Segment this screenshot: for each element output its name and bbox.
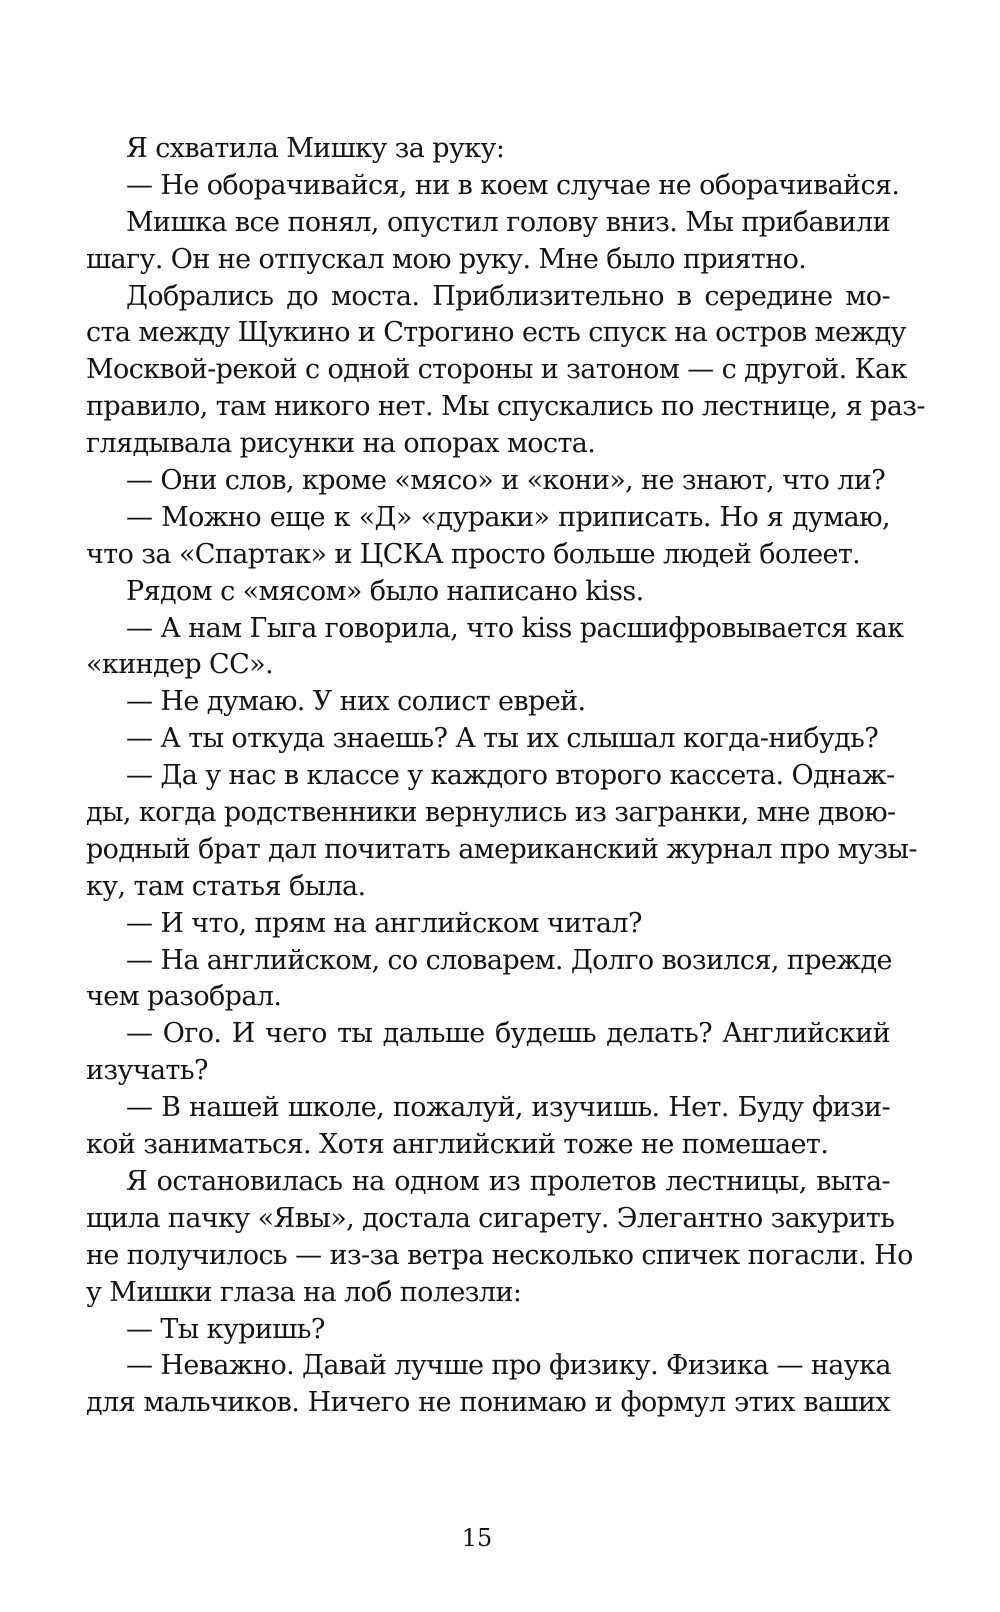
text-line: для мальчиков. Ничего не понимаю и формул этих ваших: [86, 1387, 890, 1419]
text-line: чем разобрал.: [86, 981, 282, 1013]
text-line: у Мишки глаза на лоб полезли:: [86, 1276, 522, 1308]
text-line: Мишка все понял, опустил голову вниз. Мы прибавили: [126, 206, 890, 238]
text-line: — Можно еще к «Д» «дураки» приписать. Но я думаю,: [126, 501, 890, 533]
text-line: ды, когда родственники вернулись из загранки, мне двою-: [86, 797, 896, 829]
text-line: родный брат дал почитать американский журнал про музы-: [86, 833, 917, 865]
text-line: Я остановилась на одном из пролетов лестницы, выта-: [126, 1165, 890, 1197]
text-line: «киндер СС».: [86, 649, 274, 681]
text-line: — И что, прям на английском читал?: [126, 907, 642, 939]
text-line: ку, там статья была.: [86, 870, 366, 902]
text-line: — Неважно. Давай лучше про физику. Физика — наука: [126, 1350, 891, 1382]
text-line: шагу. Он не отпускал мою руку. Мне было приятно.: [86, 243, 807, 275]
text-line: — Не оборачивайся, ни в коем случае не оборачивайся.: [126, 169, 900, 201]
text-line: изучать?: [86, 1055, 208, 1087]
text-line: что за «Спартак» и ЦСКА просто больше людей болеет.: [86, 538, 861, 570]
text-line: Я схватила Мишку за руку:: [126, 133, 505, 164]
text-line: правило, там никого нет. Мы спускались по лестнице, я раз-: [86, 391, 925, 423]
text-line: — Ты куришь?: [126, 1313, 325, 1345]
text-line: — А ты откуда знаешь? А ты их слышал когда-нибудь?: [126, 723, 879, 755]
text-line: кой заниматься. Хотя английский тоже не помешает.: [86, 1129, 829, 1161]
text-line: — Да у нас в классе у каждого второго кассета. Однаж-: [126, 760, 895, 792]
text-line: — Не думаю. У них солист еврей.: [126, 686, 586, 718]
text-line: не получилось — из-за ветра несколько спичек погасли. Но: [86, 1239, 913, 1271]
text-line: щила пачку «Явы», достала сигарету. Элегантно закурить: [86, 1202, 895, 1234]
text-line: — А нам Гыга говорила, что kiss расшифровывается как: [126, 612, 904, 644]
text-line: глядывала рисунки на опорах моста.: [86, 428, 596, 460]
text-line: — Они слов, кроме «мясо» и «кони», не знают, что ли?: [126, 465, 886, 497]
text-line: — На английском, со словарем. Долго возился, прежде: [126, 944, 892, 976]
text-line: Добрались до моста. Приблизительно в середине мо-: [126, 280, 890, 312]
page-number: 15: [461, 1524, 493, 1552]
text-line: — Ого. И чего ты дальше будешь делать? Английский: [126, 1018, 890, 1050]
text-line: Рядом с «мясом» было написано kiss.: [126, 575, 644, 607]
text-line: — В нашей школе, пожалуй, изучишь. Нет. Буду физи-: [126, 1092, 890, 1124]
text-line: ста между Щукино и Строгино есть спуск на остров между: [86, 317, 906, 349]
body-text: [86, 131, 925, 1422]
text-line: Москвой-рекой с одной стороны и затоном — с другой. Как: [86, 354, 907, 386]
